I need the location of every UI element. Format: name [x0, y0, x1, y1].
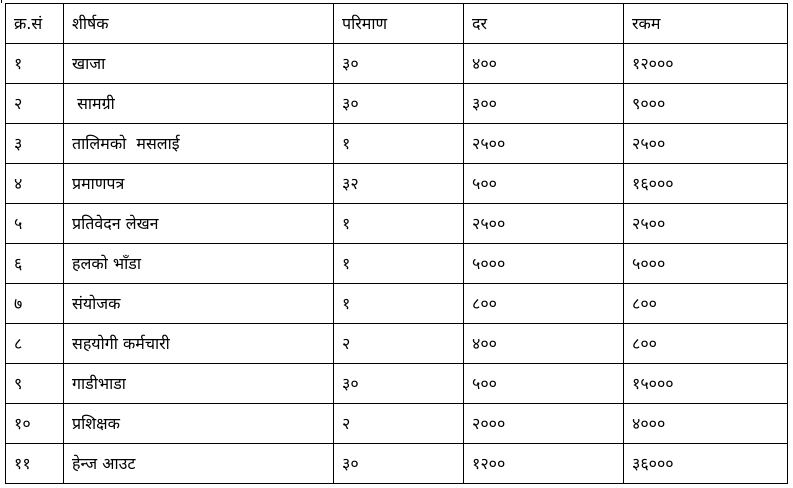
cell-serial-number: ८ — [6, 324, 64, 364]
cell-rate: २००० — [464, 404, 624, 444]
cell-rate: ४०० — [464, 324, 624, 364]
cell-serial-number: ७ — [6, 284, 64, 324]
cell-title: प्रशिक्षक — [64, 404, 334, 444]
cell-quantity: १ — [334, 244, 464, 284]
table-row — [6, 444, 788, 484]
cell-amount: ५००० — [624, 244, 788, 284]
cell-amount: १५००० — [624, 364, 788, 404]
cell-rate: २५०० — [464, 124, 624, 164]
cell-rate: ५०० — [464, 164, 624, 204]
cell-title: खाजा — [64, 44, 334, 84]
header-rate: दर — [464, 4, 624, 44]
cell-amount: २५०० — [624, 204, 788, 244]
cell-serial-number: १० — [6, 404, 64, 444]
header-quantity: परिमाण — [334, 4, 464, 44]
cell-amount: १६००० — [624, 164, 788, 204]
cell-serial-number: ४ — [6, 164, 64, 204]
cell-rate: २५०० — [464, 204, 624, 244]
table-row — [6, 44, 788, 84]
cell-quantity: १ — [334, 204, 464, 244]
table-row — [6, 204, 788, 244]
cell-rate: १२०० — [464, 444, 624, 484]
header-amount: रकम — [624, 4, 788, 44]
table-row — [6, 364, 788, 404]
cell-title: प्रतिवेदन लेखन — [64, 204, 334, 244]
cell-title: हेन्ज आउट — [64, 444, 334, 484]
cell-serial-number: ५ — [6, 204, 64, 244]
cell-title: गाडीभाडा — [64, 364, 334, 404]
cell-title: सामग्री — [64, 84, 334, 124]
cell-quantity: ३० — [334, 364, 464, 404]
cell-quantity: १ — [334, 124, 464, 164]
cell-serial-number: ६ — [6, 244, 64, 284]
cell-quantity: ३० — [334, 444, 464, 484]
cell-serial-number: ३ — [6, 124, 64, 164]
cell-title: हलको भाँडा — [64, 244, 334, 284]
cell-amount: ८०० — [624, 324, 788, 364]
cell-amount: ८०० — [624, 284, 788, 324]
cell-serial-number: ९ — [6, 364, 64, 404]
cell-amount: १२००० — [624, 44, 788, 84]
cell-title: तालिमको मसलाई — [64, 124, 334, 164]
header-title: शीर्षक — [64, 4, 334, 44]
cell-quantity: २ — [334, 404, 464, 444]
cell-title: सहयोगी कर्मचारी — [64, 324, 334, 364]
cell-serial-number: १ — [6, 44, 64, 84]
table-row — [6, 284, 788, 324]
cell-title: संयोजक — [64, 284, 334, 324]
cell-amount: ३६००० — [624, 444, 788, 484]
cell-rate: ८०० — [464, 284, 624, 324]
cell-rate: ३०० — [464, 84, 624, 124]
cell-quantity: ३० — [334, 44, 464, 84]
cell-rate: ५००० — [464, 244, 624, 284]
table-row — [6, 84, 788, 124]
table-row — [6, 324, 788, 364]
cell-amount: ४००० — [624, 404, 788, 444]
cell-amount: ९००० — [624, 84, 788, 124]
budget-table — [5, 3, 788, 484]
cell-serial-number: २ — [6, 84, 64, 124]
cell-serial-number: ११ — [6, 444, 64, 484]
cell-quantity: ३० — [334, 84, 464, 124]
cell-title: प्रमाणपत्र — [64, 164, 334, 204]
table-header-row — [6, 4, 788, 44]
cell-quantity: ३२ — [334, 164, 464, 204]
cell-amount: २५०० — [624, 124, 788, 164]
corner-mark — [1, 0, 2, 3]
header-serial-number: क्र.सं — [6, 4, 64, 44]
table-row — [6, 244, 788, 284]
table-row — [6, 404, 788, 444]
table-row — [6, 164, 788, 204]
cell-quantity: १ — [334, 284, 464, 324]
cell-quantity: २ — [334, 324, 464, 364]
table-row — [6, 124, 788, 164]
cell-rate: ५०० — [464, 364, 624, 404]
cell-rate: ४०० — [464, 44, 624, 84]
